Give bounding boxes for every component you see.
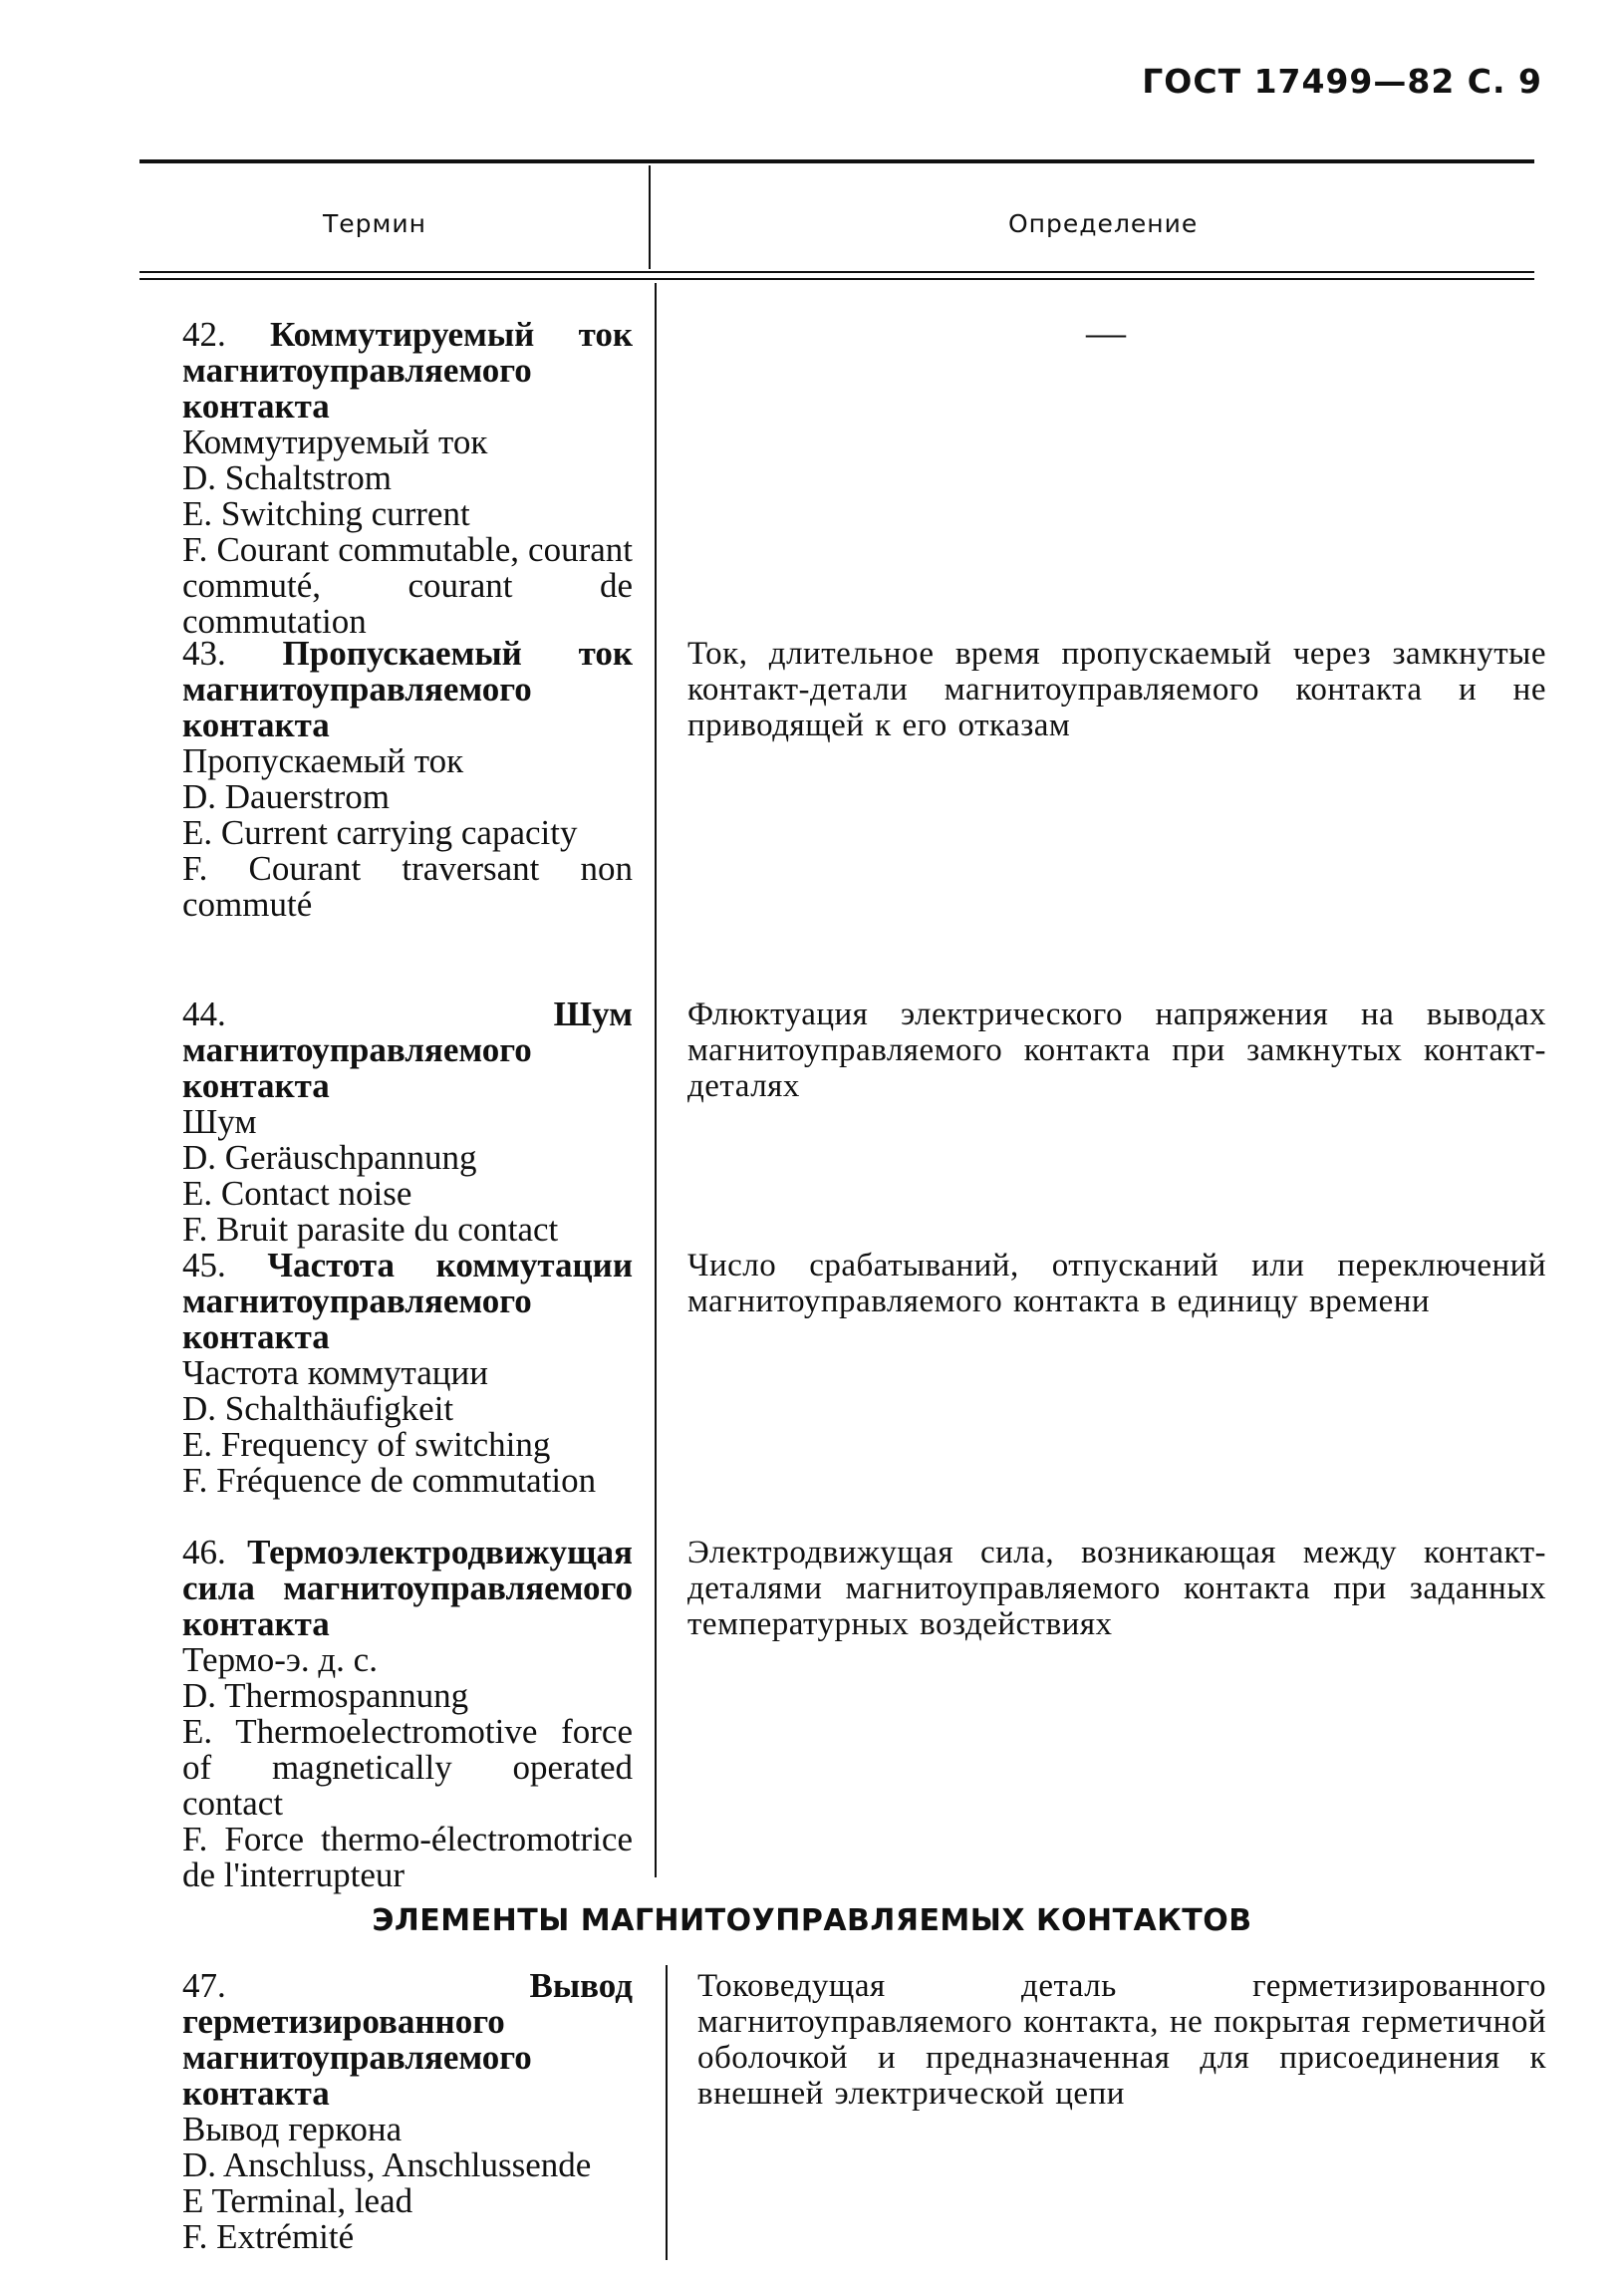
- table-top-rule: [139, 159, 1534, 163]
- term-number: 47.: [182, 1966, 226, 2005]
- term-short: Термо-э. д. с.: [182, 1640, 378, 1679]
- term-number: 42.: [182, 315, 226, 354]
- term-name: Коммутируемый ток магнитоуправляемого контакта: [182, 315, 634, 426]
- term-number: 46.: [182, 1533, 226, 1571]
- term-entry-45: [144, 1248, 633, 1499]
- term-fr: F. Bruit parasite du contact: [182, 1210, 559, 1249]
- header-column-divider: [649, 165, 651, 269]
- section-heading: ЭЛЕМЕНТЫ МАГНИТОУПРАВЛЯЕМЫХ КОНТАКТОВ: [372, 1903, 1252, 1938]
- term-de: D. Geräuschpannung: [182, 1138, 477, 1177]
- term-short: Частота коммутации: [182, 1353, 489, 1392]
- definition-45: Число срабатываний, отпусканий или переключений магнитоуправляемого контакта в единицу времени: [687, 1248, 1546, 1319]
- term-entry-42: [144, 317, 633, 640]
- term-fr: F. Force thermo-électromotrice de l'interrupteur: [182, 1820, 633, 1894]
- term-en: E. Current carrying capacity: [182, 813, 578, 852]
- page-header-code: ГОСТ 17499—82 С. 9: [1142, 62, 1542, 101]
- term-entry-47: [144, 1968, 633, 2255]
- column-header-term: Термин: [323, 209, 426, 238]
- term-fr: F. Fréquence de commutation: [182, 1461, 597, 1500]
- column-header-definition: Определение: [1008, 209, 1199, 238]
- definition-42: —: [1086, 310, 1126, 355]
- definition-43: Ток, длительное время пропускаемый через замкнутые контакт-детали магнитоуправляемого контакта и не приводящей к его отказам: [687, 636, 1546, 743]
- term-de: D. Schaltstrom: [182, 458, 392, 497]
- definition-46: Электродвижущая сила, возникающая между контакт-деталями магнитоуправляемого контакта при заданных температурных воздействиях: [687, 1535, 1546, 1642]
- term-de: D. Schalthäufigkeit: [182, 1389, 454, 1428]
- term-number: 44.: [182, 995, 226, 1033]
- definition-44: Флюктуация электрического напряжения на выводах магнитоуправляемого контакта при замкнутых контакт-деталях: [687, 997, 1546, 1104]
- term-entry-43: [144, 636, 633, 923]
- body-column-divider: [655, 283, 657, 1877]
- term-short: Вывод геркона: [182, 2110, 403, 2148]
- term-en: E. Switching current: [182, 494, 470, 533]
- term-entry-44: [144, 997, 633, 1248]
- term-de: D. Dauerstrom: [182, 777, 391, 816]
- term-number: 43.: [182, 634, 226, 673]
- body-column-divider-2: [666, 1965, 668, 2260]
- term-entry-46: [144, 1535, 633, 1893]
- term-fr: F. Extrémité: [182, 2217, 355, 2256]
- term-de: D. Thermospannung: [182, 1676, 469, 1715]
- term-number: 45.: [182, 1246, 226, 1284]
- term-name: Частота коммутации магнитоуправляемого контакта: [182, 1246, 634, 1356]
- header-bottom-rule-2: [139, 278, 1534, 280]
- header-bottom-rule-1: [139, 271, 1534, 273]
- term-en: E. Contact noise: [182, 1174, 412, 1213]
- term-name: Шум магнитоуправляемого контакта: [182, 995, 633, 1105]
- term-en: E. Frequency of switching: [182, 1425, 551, 1464]
- definition-47: Токоведущая деталь герметизированного магнитоуправляемого контакта, не покрытая герметичной оболочкой и предназначенная для присоединения к внешней электрической цепи: [697, 1968, 1546, 2112]
- term-name: Пропускаемый ток магнитоуправляемого контакта: [182, 634, 633, 744]
- term-short: Шум: [182, 1102, 257, 1141]
- term-de: D. Anschluss, Anschlussende: [182, 2145, 592, 2184]
- term-en: E Terminal, lead: [182, 2181, 413, 2220]
- term-name: Термоэлектродвижущая сила магнитоуправляемого контакта: [182, 1533, 633, 1643]
- term-fr: F. Courant commutable, courant commuté, courant de commutation: [182, 530, 633, 641]
- term-fr: F. Courant traversant non commuté: [182, 849, 633, 924]
- term-short: Коммутируемый ток: [182, 423, 488, 461]
- term-name: Вывод герметизированного магнитоуправляемого контакта: [182, 1966, 633, 2113]
- term-short: Пропускаемый ток: [182, 741, 464, 780]
- term-en: E. Thermoelectromotive force of magnetically operated contact: [182, 1712, 633, 1823]
